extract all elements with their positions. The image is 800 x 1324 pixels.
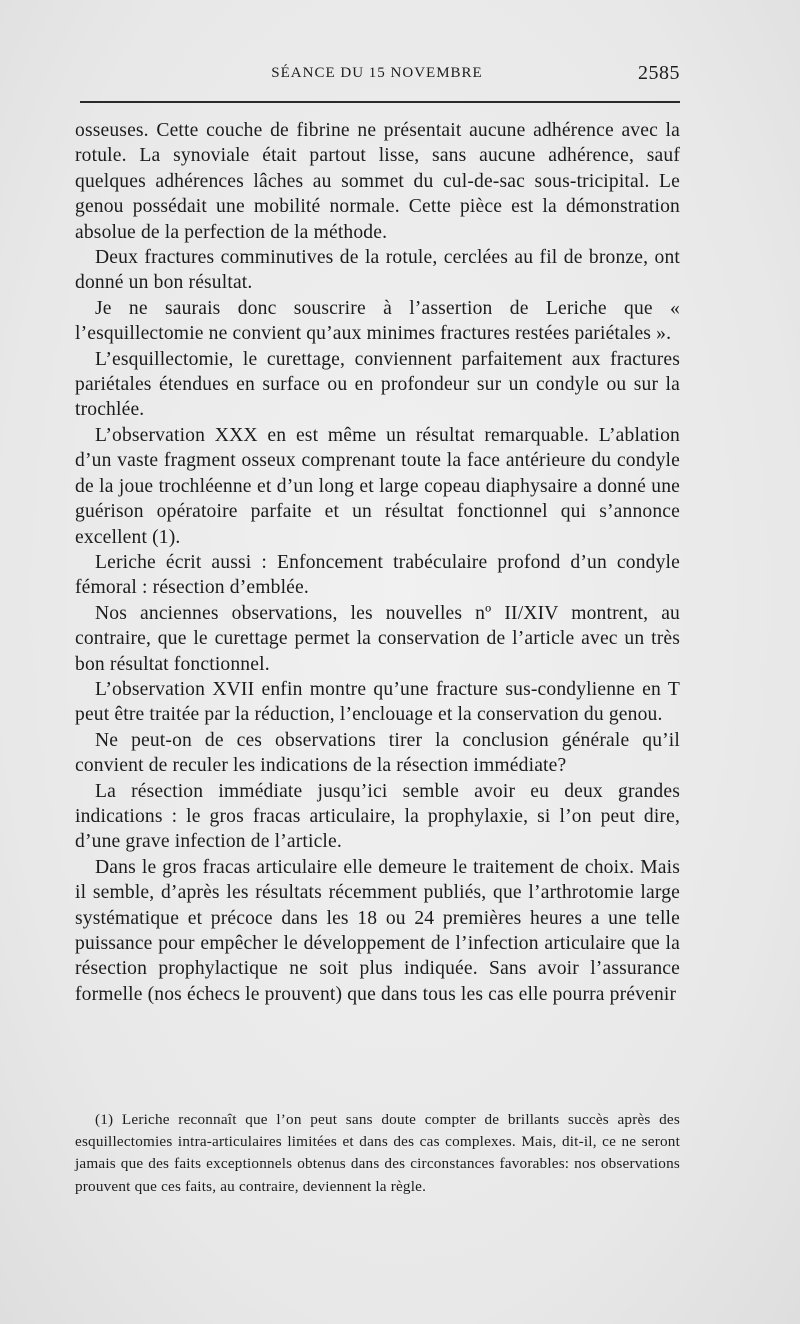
paragraph: L’observation XVII enfin montre qu’une fracture sus-condylienne en T peut être traitée par la réduction, l’enclouage et la conservation du genou.: [75, 678, 680, 726]
paragraph: La résection immédiate jusqu’ici semble avoir eu deux grandes indications : le gros fracas articulaire, la prophylaxie, si l’on peut dire, d’une grave infection de l’article.: [75, 780, 680, 853]
paragraph: Nos anciennes observations, les nouvelles nº II/XIV montrent, au contraire, que le curettage permet la conservation de l’article avec un très bon résultat fonctionnel.: [75, 602, 680, 675]
paragraph: osseuses. Cette couche de fibrine ne présentait aucune adhérence avec la rotule. La synoviale était partout lisse, sans aucune adhérence, sauf quelques adhérences lâches au sommet du cul-de-sac sous-tricipital. Le genou possédait une mobilité normale. Cette pièce est la démonstration absolue de la perfection de la méthode.: [75, 120, 680, 243]
paragraph: Dans le gros fracas articulaire elle demeure le traitement de choix. Mais il semble, d’après les résultats récemment publiés, que l’arthrotomie large systématique et précoce dans les 18 ou 24 premières heures a une telle puissance pour empêcher le développement de l’infection articulaire que la résection prophylactique ne soit plus indiquée. Sans avoir l’assurance formelle (nos échecs le prouvent) que dans tous les cas elle pourra prévenir: [75, 856, 680, 1005]
page-number: 2585: [638, 62, 680, 84]
paragraph: Leriche écrit aussi : Enfoncement trabéculaire profond d’un condyle fémoral : résection d’emblée.: [75, 551, 680, 599]
footnotes: [75, 1109, 680, 1198]
paragraph: Deux fractures comminutives de la rotule, cerclées au fil de bronze, ont donné un bon résultat.: [75, 247, 680, 294]
paragraph: L’observation XXX en est même un résultat remarquable. L’ablation d’un vaste fragment osseux comprenant toute la face antérieure du condyle de la joue trochléenne et d’un long et large copeau diaphysaire a donné une guérison opératoire parfaite et un résultat fonctionnel qui s’annonce excellent (1).: [75, 424, 680, 548]
running-head: SÉANCE DU 15 NOVEMBRE: [271, 65, 483, 81]
header-rule: [80, 101, 680, 103]
body-text: [75, 118, 680, 1007]
paragraph: Je ne saurais donc souscrire à l’assertion de Leriche que « l’esquillectomie ne convient qu’aux minimes fractures restées pariétales ».: [75, 297, 680, 345]
page-header: [74, 62, 680, 86]
paragraph: Ne peut-on de ces observations tirer la conclusion générale qu’il convient de reculer les indications de la résection immédiate?: [75, 729, 680, 777]
paragraph: L’esquillectomie, le curettage, conviennent parfaitement aux fractures pariétales étendues en surface ou en profondeur sur un condyle ou sur la trochlée.: [75, 348, 680, 421]
footnote-1: (1) Leriche reconnaît que l’on peut sans doute compter de brillants succès après des esquillectomies intra-articulaires limitées et dans des cas complexes. Mais, dit-il, ce ne seront jamais que des faits exceptionnels obtenus dans des circonstances favorables: nos observations prouvent que ces faits, au contraire, deviennent la règle.: [75, 1111, 680, 1195]
